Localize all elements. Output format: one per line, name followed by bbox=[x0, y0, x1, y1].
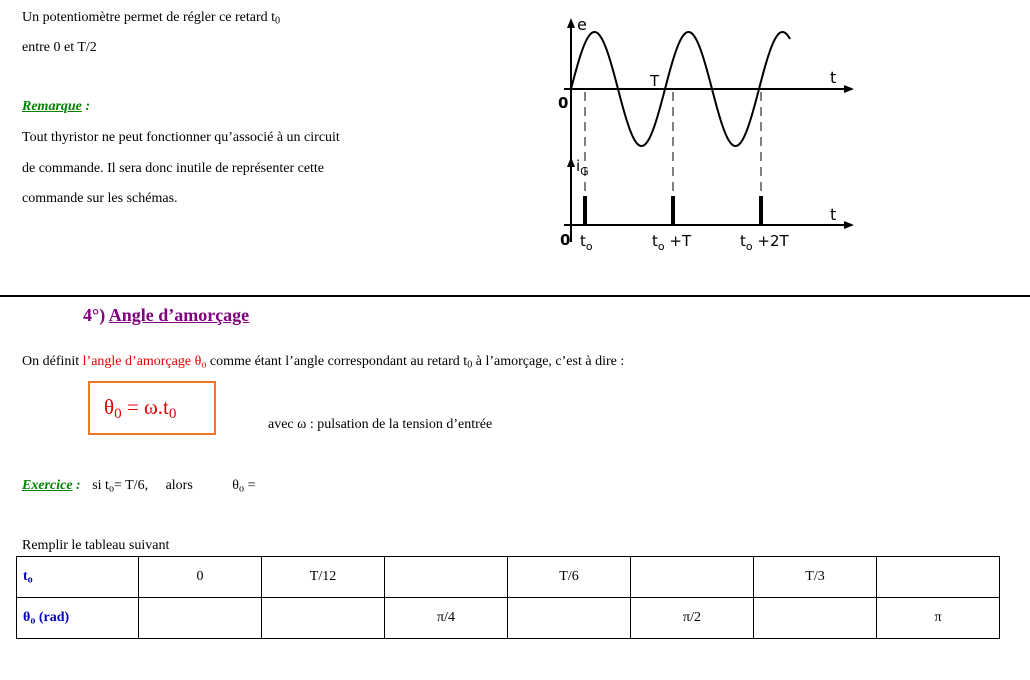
fill-table bbox=[16, 556, 1000, 639]
table-caption: Remplir le tableau suivant bbox=[22, 538, 170, 553]
e-label: e bbox=[577, 15, 587, 34]
table-cell bbox=[877, 557, 1000, 598]
ig-label: $i_G$ bbox=[576, 157, 589, 178]
remark-line-3: commande sur les schémas. bbox=[22, 191, 178, 206]
table-row bbox=[17, 557, 1000, 598]
waveform-diagram bbox=[550, 10, 870, 260]
section-heading: 4°) Angle d’amorçage bbox=[83, 305, 250, 325]
table-cell: π/2 bbox=[631, 598, 754, 639]
t2-axis-arrow bbox=[844, 221, 854, 229]
pulse-t0 bbox=[583, 196, 587, 225]
intro-line-2: entre 0 et T/2 bbox=[22, 40, 97, 55]
table-cell: π bbox=[877, 598, 1000, 639]
table-row bbox=[17, 598, 1000, 639]
pulse3-label: $t_o +2T$ bbox=[740, 232, 789, 253]
table-cell bbox=[508, 598, 631, 639]
table-cell: T/3 bbox=[754, 557, 877, 598]
pulse-t0-2T bbox=[759, 196, 763, 225]
intro-line-1: Un potentiomètre permet de régler ce retard $t_0$ bbox=[22, 10, 281, 27]
remark-line-2: de commande. Il sera donc inutile de représenter cette bbox=[22, 161, 325, 176]
table-cell: T/12 bbox=[262, 557, 385, 598]
table-cell bbox=[262, 598, 385, 639]
table-cell: T/6 bbox=[508, 557, 631, 598]
remark-line-1: Tout thyristor ne peut fonctionner qu’associé à un circuit bbox=[22, 130, 340, 145]
pulse1-label: $t_o$ bbox=[580, 232, 593, 253]
avec-note: avec ω : pulsation de la tension d’entrée bbox=[268, 417, 493, 432]
table-cell bbox=[385, 557, 508, 598]
section-divider bbox=[0, 295, 1030, 297]
table-cell: π/4 bbox=[385, 598, 508, 639]
row1-header: $t_o$ bbox=[17, 557, 139, 598]
exercise-line: Exercice : si $t_o= T/6$, alors $\theta_o$ = bbox=[22, 478, 256, 495]
formula-box bbox=[88, 381, 216, 435]
t-axis-arrow bbox=[844, 85, 854, 93]
t-label: t bbox=[830, 68, 837, 87]
table-cell bbox=[631, 557, 754, 598]
pulse2-label: $t_o +T$ bbox=[652, 232, 692, 253]
formula: $\theta_0 = \omega.t_0$ bbox=[104, 395, 177, 422]
table-cell bbox=[139, 598, 262, 639]
zero2-label: 0 bbox=[560, 231, 571, 249]
pulse-t0-T bbox=[671, 196, 675, 225]
table-cell bbox=[754, 598, 877, 639]
row2-header: $\theta_o$ (rad) bbox=[17, 598, 139, 639]
zero-label: 0 bbox=[558, 94, 569, 112]
t2-label: t bbox=[830, 205, 837, 224]
table-cell: 0 bbox=[139, 557, 262, 598]
period-label: T bbox=[650, 72, 660, 90]
e-axis-arrow bbox=[567, 18, 575, 28]
ig-axis-arrow bbox=[567, 157, 575, 167]
remark-heading: Remarque : bbox=[22, 99, 91, 114]
definition-line: On définit l’angle d’amorçage $\theta_o$ comme étant l’angle correspondant au retard $t_0$ à l’amorçage, c’est à dire : bbox=[22, 354, 625, 371]
